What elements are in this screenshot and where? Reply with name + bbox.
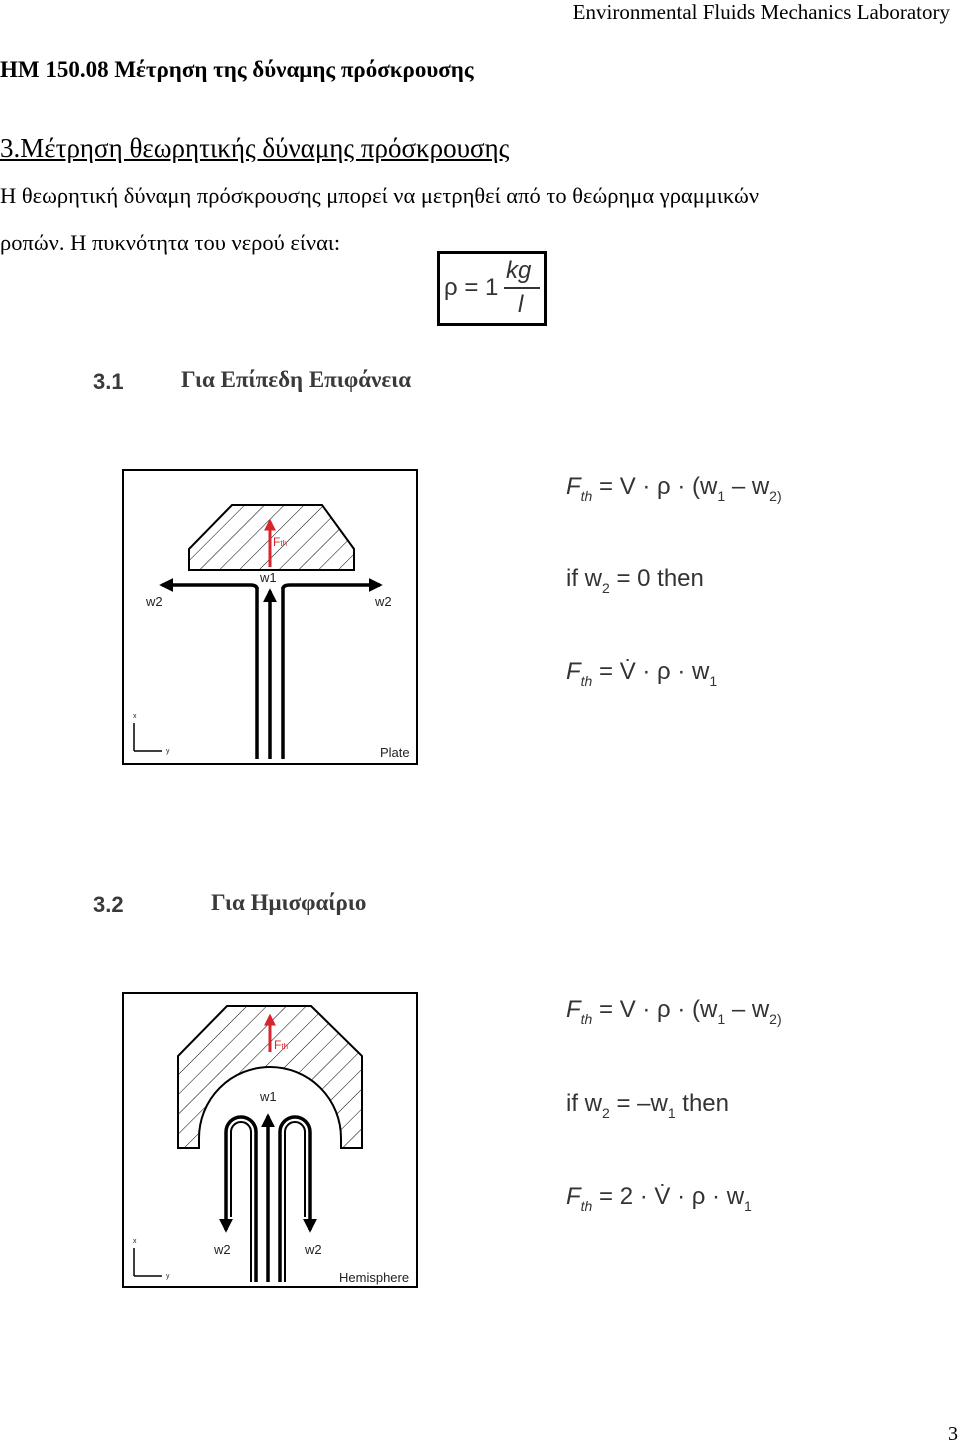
- equation-force-general: $F_{th} = V \cdot \rho \cdot (w_1 - w_{2)}$: [566, 473, 782, 504]
- doc-title: HM 150.08 Μέτρηση της δύναμης πρόσκρουσης: [0, 57, 474, 82]
- paragraph-line-2: ροπών. Η πυκνότητα του νερού είναι:: [0, 230, 341, 255]
- w2-right-label: w2: [305, 1242, 322, 1257]
- equation-force-result: $F_{th} = 2$ · V̇ · $\rho \cdot w_1$: [566, 1183, 752, 1214]
- density-unit-den: l: [518, 291, 524, 318]
- w2-left-label: w2: [146, 594, 163, 609]
- axis-x-label: x: [133, 1238, 137, 1245]
- equation-force-general: $F_{th} = V \cdot \rho \cdot (w_1 - w_{2)}$: [566, 996, 782, 1027]
- equation-condition: if $w_2 = -w_1$ then: [566, 1090, 730, 1121]
- axis-y-label: y: [166, 748, 170, 755]
- plate-diagram: [122, 469, 418, 765]
- paragraph-line-1: Η θεωρητική δύναμη πρόσκρουσης μπορεί να μετρηθεί από το θεώρημα γραμμικών: [0, 183, 760, 208]
- hemisphere-diagram: [122, 992, 418, 1288]
- density-formula: [437, 251, 547, 326]
- density-lhs: ρ = 1: [444, 274, 499, 301]
- axis-x-label: x: [133, 713, 137, 720]
- diagram-caption: Plate: [380, 745, 410, 760]
- section-heading: 3.Μέτρηση θεωρητικής δύναμης πρόσκρουσης: [0, 133, 510, 163]
- page-number: 3: [948, 1423, 958, 1445]
- subsection-number-2: 3.2: [93, 892, 124, 917]
- diagram-caption: Hemisphere: [339, 1270, 410, 1285]
- density-unit-num: kg: [506, 257, 532, 284]
- subsection-number-1: 3.1: [93, 369, 124, 394]
- w1-label: w1: [260, 1089, 277, 1104]
- force-label: Fth: [274, 1038, 289, 1052]
- axis-y-label: y: [166, 1273, 170, 1280]
- lab-name: Environmental Fluids Mechanics Laboratory: [572, 0, 950, 24]
- w1-label: w1: [260, 570, 277, 585]
- equation-condition: if $w_2 = 0$ then: [566, 565, 704, 596]
- w2-left-label: w2: [214, 1242, 231, 1257]
- force-label: Fth: [273, 535, 288, 549]
- equation-force-result: $F_{th}$ = V̇ · $\rho \cdot w_1$: [566, 658, 718, 689]
- w2-right-label: w2: [375, 594, 392, 609]
- subsection-title-2: Για Ημισφαίριο: [211, 890, 367, 915]
- fraction-bar: [504, 287, 540, 289]
- subsection-title-1: Για Επίπεδη Επιφάνεια: [181, 367, 412, 392]
